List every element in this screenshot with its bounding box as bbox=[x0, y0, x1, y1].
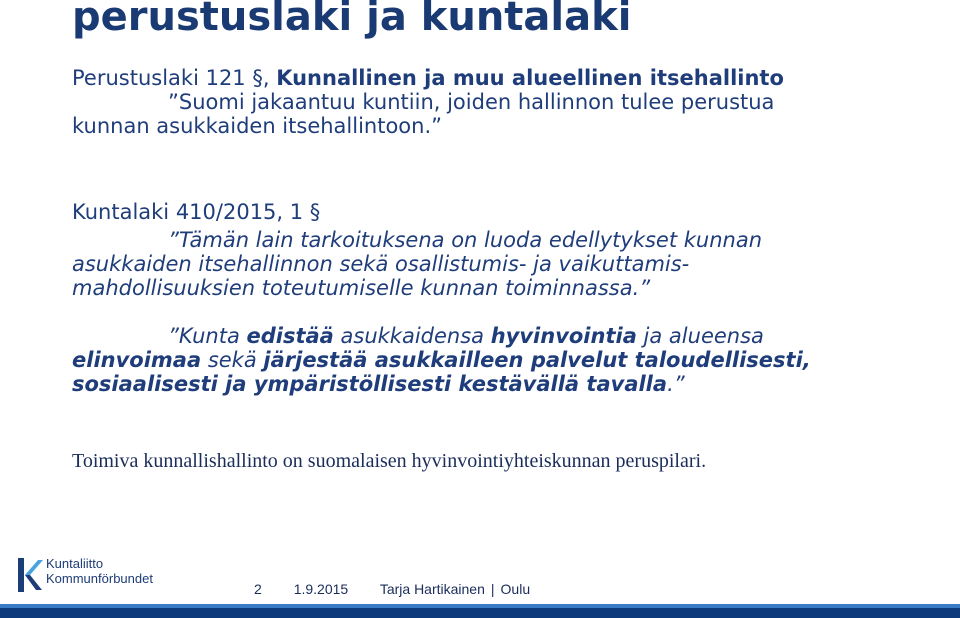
text-part: sosiaalisesti ja ympäristöllisesti kestävällä tavalla bbox=[72, 372, 668, 396]
kuntaliitto-logo-icon bbox=[16, 556, 44, 596]
text-part: elinvoimaa bbox=[72, 348, 202, 372]
footer-date: 1.9.2015 bbox=[293, 581, 349, 597]
statement: Toimiva kunnallishallinto on suomalaisen hyvinvointiyhteiskunnan peruspilari. bbox=[72, 450, 707, 472]
footer-author: Tarja Hartikainen bbox=[379, 581, 485, 597]
text-part: ja alueensa bbox=[636, 324, 764, 348]
bottom-stripe bbox=[0, 604, 960, 608]
purpose-line-2 bbox=[72, 348, 811, 372]
text-part: ”Kunta bbox=[168, 324, 247, 348]
footer bbox=[254, 581, 530, 597]
footer-location: Oulu bbox=[500, 581, 531, 597]
page-number: 2 bbox=[254, 581, 262, 597]
quote-line: mahdollisuuksien toteutumiselle kunnan toiminnassa.” bbox=[72, 276, 651, 300]
logo-line-1: Kuntaliitto bbox=[46, 556, 104, 571]
ref-bold: Kunnallinen ja muu alueellinen itsehallinto bbox=[276, 66, 784, 90]
section-municipal-act bbox=[72, 200, 762, 300]
bottom-bar bbox=[0, 604, 960, 618]
section-municipality-purpose bbox=[72, 324, 811, 396]
municipal-act-ref: Kuntalaki 410/2015, 1 § bbox=[72, 200, 321, 224]
quote-line: ”Tämän lain tarkoituksena on luoda edellytykset kunnan bbox=[168, 228, 763, 252]
kuntaliitto-logo bbox=[16, 556, 206, 596]
purpose-line-1 bbox=[72, 324, 811, 348]
text-part: hyvinvointia bbox=[490, 324, 637, 348]
page-title: perustuslaki ja kuntalaki bbox=[72, 0, 632, 40]
quote-line: kunnan asukkaiden itsehallintoon.” bbox=[72, 114, 443, 138]
text-part: .” bbox=[667, 372, 685, 396]
text-part: sekä bbox=[201, 348, 264, 372]
constitution-ref bbox=[72, 66, 784, 90]
text-part: asukkaidensa bbox=[333, 324, 491, 348]
purpose-line-3 bbox=[72, 372, 811, 396]
ref-prefix: Perustuslaki 121 §, bbox=[72, 66, 277, 90]
logo-line-2: Kommunförbundet bbox=[46, 571, 153, 586]
text-part: edistää bbox=[246, 324, 334, 348]
logo-text bbox=[46, 556, 153, 586]
footer-separator: | bbox=[490, 581, 495, 597]
quote-line: asukkaiden itsehallinnon sekä osallistumis- ja vaikuttamis- bbox=[72, 252, 690, 276]
section-constitution bbox=[72, 66, 784, 138]
text-part: järjestää asukkailleen palvelut taloudellisesti, bbox=[263, 348, 811, 372]
quote-line: ”Suomi jakaantuu kuntiin, joiden hallinnon tulee perustua bbox=[168, 90, 775, 114]
